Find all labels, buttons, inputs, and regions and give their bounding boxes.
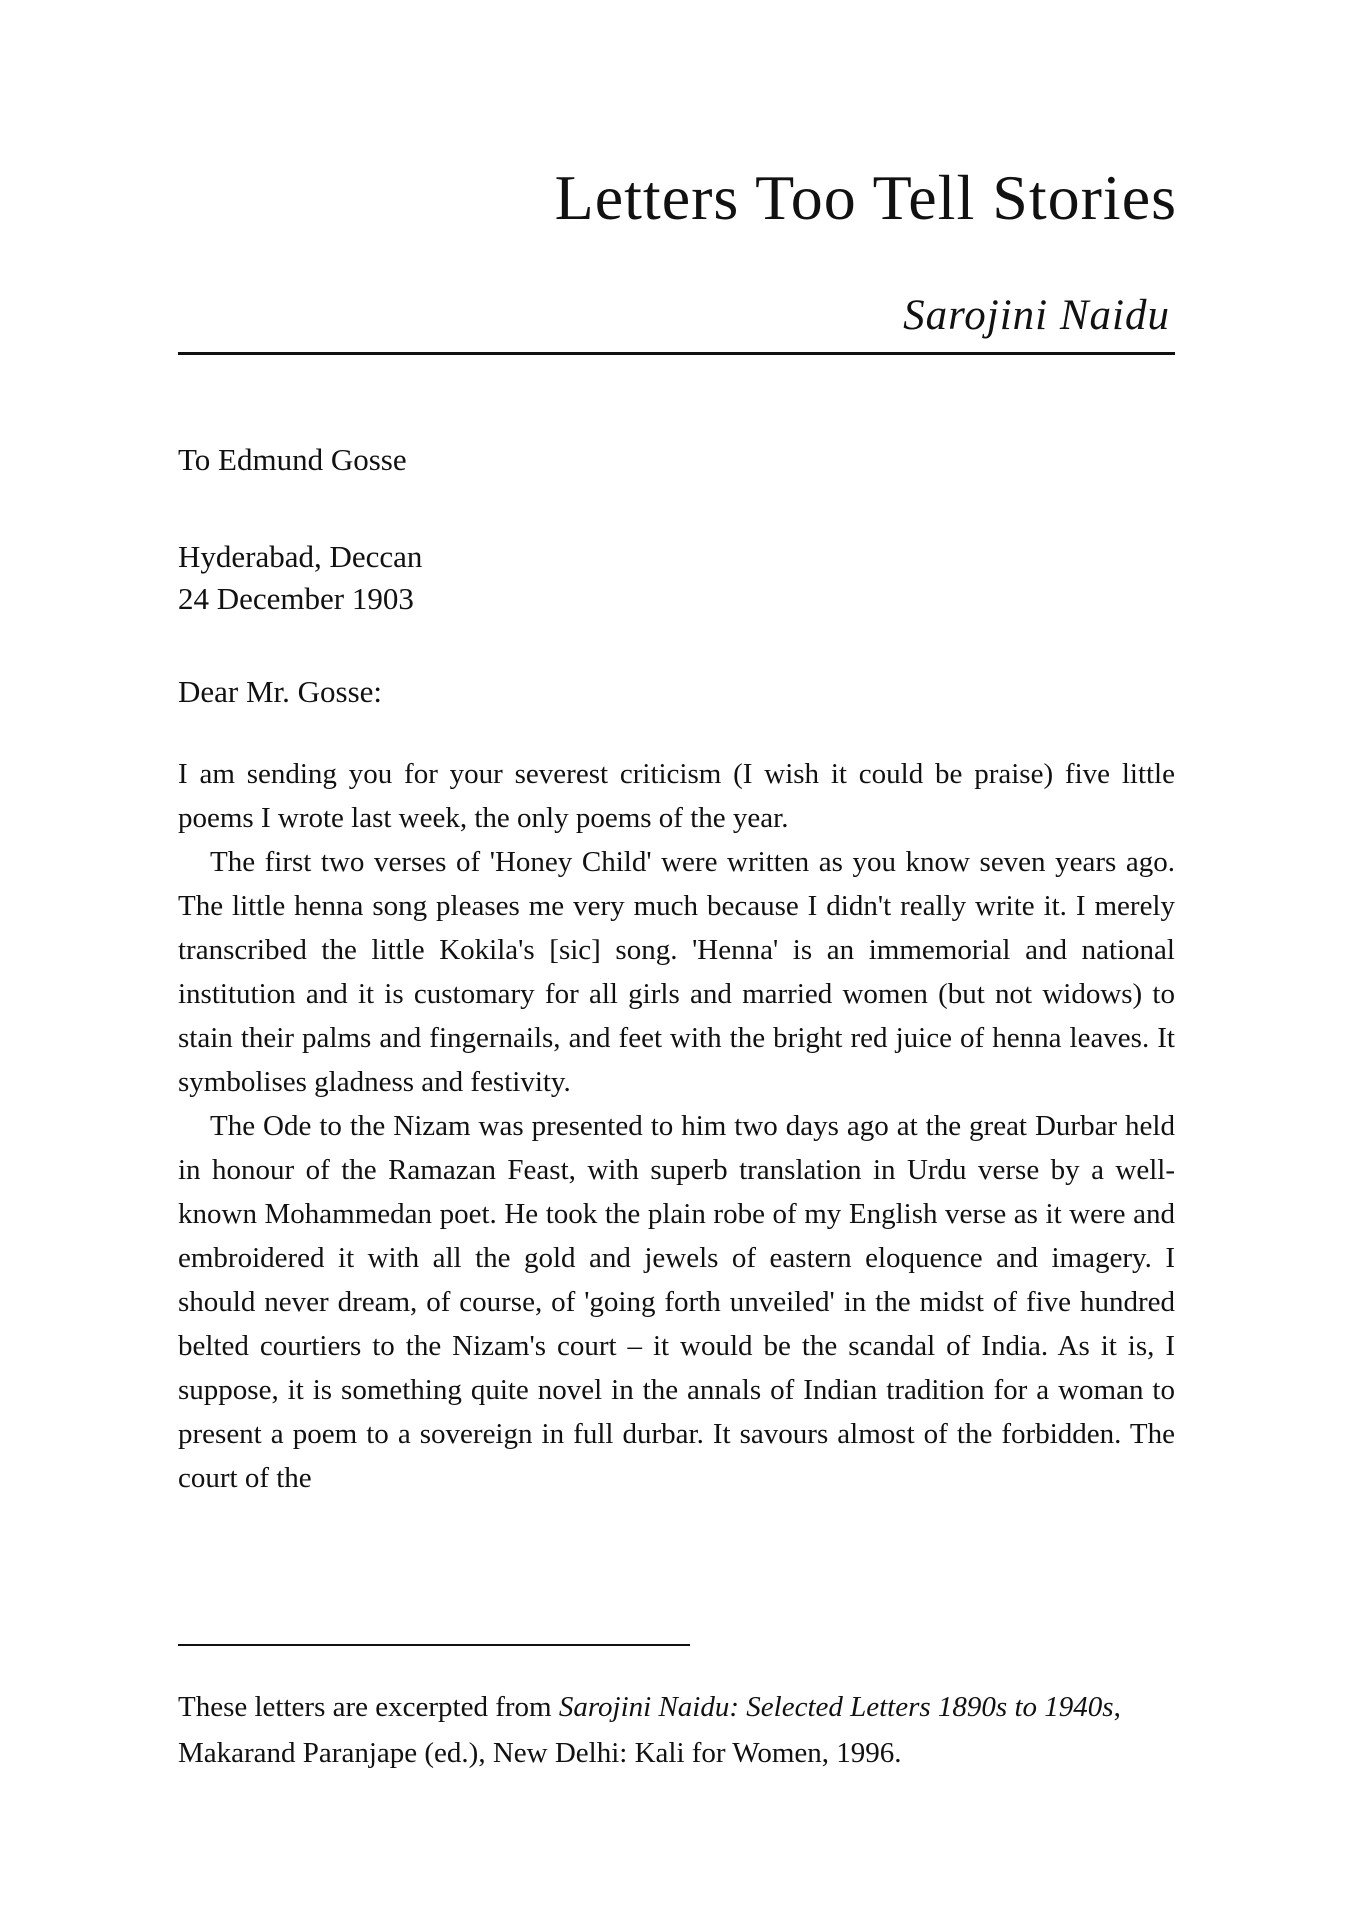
letter-place-date [178,536,422,620]
author-name: Sarojini Naidu [903,292,1170,339]
letter-salutation: Dear Mr. Gosse: [178,674,383,709]
footnote-divider [178,1644,690,1646]
letter-paragraph: The first two verses of 'Honey Child' were written as you know seven years ago. The little henna song pleases me very much because I didn't really write it. I merely transcribed the little Kokila's [sic] song. 'Henna' is an immemorial and national institution and it is customary for all girls and married women (but not widows) to stain their palms and fingernails, and feet with the bright red juice of henna leaves. It symbolises gladness and festivity. [178,846,1175,1098]
letter-paragraph: I am sending you for your severest criticism (I wish it could be praise) five little poems I wrote last week, the only poems of the year. [178,758,1175,834]
footnote-suffix: , Makarand Paranjape (ed.), New Delhi: Kali for Women, 1996. [178,1691,1121,1769]
page-title: Letters Too Tell Stories [554,162,1177,233]
footnote-prefix: These letters are excerpted from [178,1691,559,1723]
letter-body [178,752,1175,1500]
letter-date: 24 December 1903 [178,581,414,616]
title-divider [178,352,1175,355]
footnote [178,1684,1175,1776]
letter-place: Hyderabad, Deccan [178,539,423,574]
footnote-book-title: Sarojini Naidu: Selected Letters 1890s to 1940s [558,1691,1114,1723]
letter-paragraph: The Ode to the Nizam was presented to him two days ago at the great Durbar held in honour of the Ramazan Feast, with superb translation in Urdu verse by a well-known Mohammedan poet. He took the plain robe of my English verse as it were and embroidered it with all the gold and jewels of eastern eloquence and imagery. I should never dream, of course, of 'going forth unveiled' in the midst of five hundred belted courtiers to the Nizam's court – it would be the scandal of India. As it is, I suppose, it is something quite novel in the annals of Indian tradition for a woman to present a poem to a sovereign in full durbar. It savours almost of the forbidden. The court of the [178,1110,1175,1494]
letter-recipient: To Edmund Gosse [178,442,407,477]
